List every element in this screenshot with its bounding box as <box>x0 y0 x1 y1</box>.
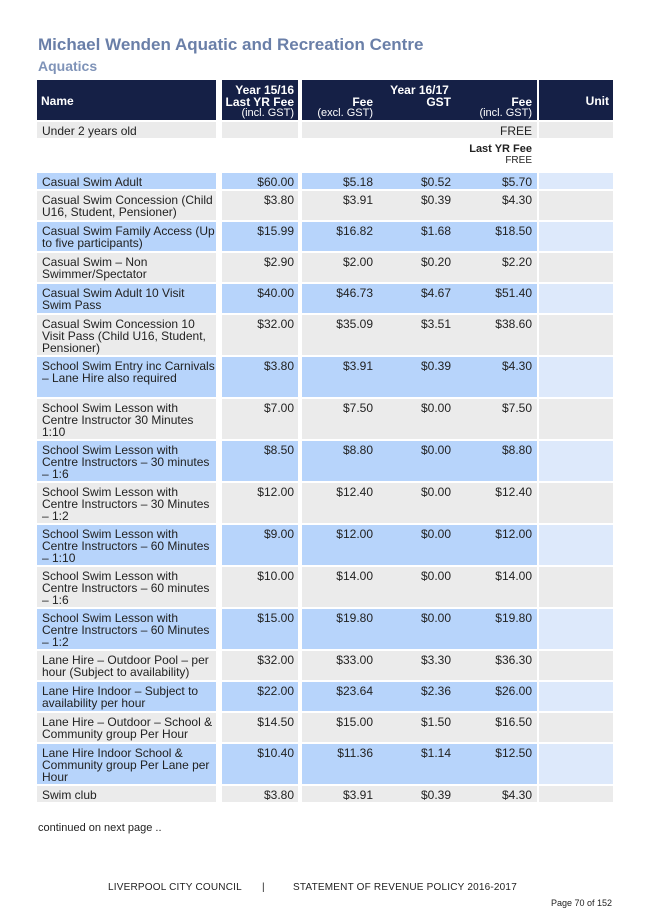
row-gst: $1.14 <box>420 746 451 760</box>
row-last-yr-fee: $8.50 <box>222 441 298 481</box>
row-year1617 <box>302 222 537 251</box>
row-unit <box>539 651 613 680</box>
row-gst: $3.30 <box>420 653 451 667</box>
table-row <box>37 253 613 282</box>
row-gst: $0.00 <box>420 611 451 625</box>
row-name: Lane Hire Indoor School & Community group Per Lane per Hour <box>37 744 216 784</box>
row-name: School Swim Lesson with Centre Instructors – 30 minutes – 1:6 <box>37 441 216 481</box>
row-year1617 <box>302 713 537 742</box>
row-last-yr-fee: $10.40 <box>222 744 298 784</box>
table-row <box>37 567 613 607</box>
row-fee-incl: $38.60 <box>495 317 532 331</box>
table-body <box>37 173 613 802</box>
row-gst: $1.68 <box>420 224 451 238</box>
row-name: Casual Swim – Non Swimmer/Spectator <box>37 253 216 282</box>
table-row <box>37 441 613 481</box>
row-year1617 <box>302 651 537 680</box>
row-fee-excl: $8.80 <box>342 443 373 457</box>
row-year1617 <box>302 357 537 397</box>
page-subtitle: Aquatics <box>38 58 98 74</box>
row-fee-incl: $5.70 <box>501 175 532 189</box>
row-last-yr-fee: $32.00 <box>222 315 298 355</box>
row-gst: $2.36 <box>420 684 451 698</box>
row-gst: $0.39 <box>420 193 451 207</box>
row-fee-excl: $33.00 <box>336 653 373 667</box>
row-fee-incl: $4.30 <box>501 359 532 373</box>
row-name: Casual Swim Concession 10 Visit Pass (Child U16, Student, Pensioner) <box>37 315 216 355</box>
row-free: FREE <box>499 124 532 138</box>
row-fee-excl: $3.91 <box>342 359 373 373</box>
row-unit <box>539 483 613 523</box>
row-gst: $0.00 <box>420 569 451 583</box>
row-last-yr-fee: $15.00 <box>222 609 298 649</box>
row-name: School Swim Lesson with Centre Instructors – 60 Minutes – 1:10 <box>37 525 216 565</box>
page-title: Michael Wenden Aquatic and Recreation Centre <box>38 35 424 54</box>
row-fee-excl: $3.91 <box>342 788 373 802</box>
row-fee-incl: $14.00 <box>495 569 532 583</box>
header-name-cell <box>37 80 216 120</box>
row-year1617 <box>302 682 537 711</box>
row-name: Lane Hire – Outdoor – School & Community group Per Hour <box>37 713 216 742</box>
table-row <box>37 525 613 565</box>
table-row <box>37 315 613 355</box>
row-year1617 <box>302 483 537 523</box>
header-year1516-cell <box>222 80 298 120</box>
row-last-yr-fee: $22.00 <box>222 682 298 711</box>
row-unit <box>539 399 613 439</box>
header-incl-gst: (incl. GST) <box>241 107 294 119</box>
row-last-yr-fee: $3.80 <box>222 786 298 802</box>
header-unit-cell <box>539 80 613 120</box>
table-row <box>37 682 613 711</box>
row-last-yr-fee: $40.00 <box>222 284 298 313</box>
row-unit <box>539 525 613 565</box>
row-unit <box>539 609 613 649</box>
row-last-yr-fee: $2.90 <box>222 253 298 282</box>
row-year1617 <box>302 315 537 355</box>
row-fee-incl: $7.50 <box>501 401 532 415</box>
row-fee-excl: $35.09 <box>336 317 373 331</box>
row-year1617 <box>302 786 537 802</box>
header-year1617-cell <box>302 80 537 120</box>
row-year1617 <box>302 399 537 439</box>
row-fee-incl: $19.80 <box>495 611 532 625</box>
header-year1516: Year 15/16 <box>235 83 294 97</box>
row-last-yr-fee: $60.00 <box>222 173 298 189</box>
row-last-yr-cell <box>302 139 537 171</box>
row-name: Swim club <box>37 786 216 802</box>
row-unit <box>539 357 613 397</box>
row-fee-excl: $11.36 <box>337 746 373 760</box>
row-year1617 <box>302 525 537 565</box>
row-name: Casual Swim Adult <box>37 173 216 189</box>
table-row <box>37 713 613 742</box>
row-fee-excl: $16.82 <box>336 224 373 238</box>
row-name: School Swim Lesson with Centre Instructors – 60 minutes – 1:6 <box>37 567 216 607</box>
row-unit <box>539 253 613 282</box>
row-name: School Swim Lesson with Centre Instructors – 30 Minutes – 1:2 <box>37 483 216 523</box>
header-fee-incl: Fee <box>511 95 532 109</box>
row-gst: $0.00 <box>420 485 451 499</box>
row-gst: $0.00 <box>420 443 451 457</box>
row-last-yr-fee: $14.50 <box>222 713 298 742</box>
footer-separator: | <box>262 882 265 893</box>
row-fee-incl: $12.00 <box>495 527 532 541</box>
row-fee-excl: $5.18 <box>342 175 373 189</box>
row-year1617 <box>302 609 537 649</box>
row-fee-incl: $12.50 <box>495 746 532 760</box>
row-fee-excl: $19.80 <box>336 611 373 625</box>
row-gst: $0.20 <box>420 255 451 269</box>
row-last-yr-fee: $3.80 <box>222 357 298 397</box>
last-yr-label: Last YR Fee <box>469 143 532 155</box>
last-yr-value: FREE <box>505 155 532 166</box>
row-year1617 <box>302 567 537 607</box>
row-name: Casual Swim Concession (Child U16, Student, Pensioner) <box>37 191 216 220</box>
header-incl-gst-2: (incl. GST) <box>479 107 532 119</box>
row-year1617 <box>302 253 537 282</box>
row-last-yr-fee: $12.00 <box>222 483 298 523</box>
row-unit <box>539 744 613 784</box>
row-fee-excl: $12.00 <box>336 527 373 541</box>
table-row <box>37 222 613 251</box>
row-fee-incl: $8.80 <box>501 443 532 457</box>
row-fee-excl: $14.00 <box>336 569 373 583</box>
row-last-yr-empty <box>222 122 298 138</box>
table-row <box>37 651 613 680</box>
header-year1617: Year 16/17 <box>390 83 449 97</box>
row-year1617 <box>302 744 537 784</box>
header-gst: GST <box>426 95 451 109</box>
row-fee-excl: $3.91 <box>342 193 373 207</box>
table-row <box>37 744 613 784</box>
row-name: Lane Hire – Outdoor Pool – per hour (Subject to availability) <box>37 651 216 680</box>
table-row <box>37 284 613 313</box>
row-fee-incl: $36.30 <box>495 653 532 667</box>
row-fee-incl: $26.00 <box>495 684 532 698</box>
row-fee-incl: $2.20 <box>501 255 532 269</box>
row-fee-incl: $12.40 <box>495 485 532 499</box>
row-name: Casual Swim Adult 10 Visit Swim Pass <box>37 284 216 313</box>
row-gst: $0.52 <box>420 175 451 189</box>
table-row <box>37 399 613 439</box>
row-fee-excl: $12.40 <box>336 485 373 499</box>
row-free-cell <box>302 122 537 138</box>
row-fee-incl: $18.50 <box>495 224 532 238</box>
table-row <box>37 357 613 397</box>
continued-note: continued on next page .. <box>38 822 162 834</box>
row-year1617 <box>302 441 537 481</box>
row-fee-incl: $4.30 <box>501 788 532 802</box>
row-name: School Swim Lesson with Centre Instructors – 60 Minutes – 1:2 <box>37 609 216 649</box>
row-unit <box>539 173 613 189</box>
row-unit <box>539 786 613 802</box>
header-excl-gst: (excl. GST) <box>317 107 373 119</box>
table-row <box>37 173 613 189</box>
row-unit <box>539 284 613 313</box>
row-gst: $4.67 <box>420 286 451 300</box>
row-last-yr-fee: $3.80 <box>222 191 298 220</box>
table-row <box>37 483 613 523</box>
table-row-under2-last-yr <box>37 139 613 171</box>
row-gst: $1.50 <box>420 715 451 729</box>
row-gst: $0.00 <box>420 527 451 541</box>
row-name: School Swim Lesson with Centre Instructor 30 Minutes 1:10 <box>37 399 216 439</box>
row-fee-excl: $15.00 <box>336 715 373 729</box>
header-name: Name <box>41 94 74 108</box>
row-fee-excl: $23.64 <box>336 684 373 698</box>
row-unit <box>539 222 613 251</box>
row-name: Lane Hire Indoor – Subject to availability per hour <box>37 682 216 711</box>
table-header <box>37 80 613 120</box>
row-fee-excl: $7.50 <box>342 401 373 415</box>
row-unit <box>539 441 613 481</box>
row-last-yr-fee: $32.00 <box>222 651 298 680</box>
row-year1617 <box>302 173 537 189</box>
row-year1617 <box>302 191 537 220</box>
header-fee: Fee <box>352 95 373 109</box>
table-row <box>37 609 613 649</box>
row-name: Casual Swim Family Access (Up to five participants) <box>37 222 216 251</box>
row-unit <box>539 682 613 711</box>
table-row-under2 <box>37 122 613 138</box>
row-unit-empty <box>539 122 613 138</box>
row-year1617 <box>302 284 537 313</box>
page-number: Page 70 of 152 <box>550 898 612 908</box>
row-fee-incl: $4.30 <box>501 193 532 207</box>
row-last-yr-fee: $7.00 <box>222 399 298 439</box>
footer-statement: STATEMENT OF REVENUE POLICY 2016-2017 <box>293 882 517 893</box>
row-unit <box>539 713 613 742</box>
row-last-yr-fee: $9.00 <box>222 525 298 565</box>
header-last-yr-fee: Last YR Fee <box>225 95 294 109</box>
row-name: Under 2 years old <box>37 122 216 138</box>
row-gst: $0.39 <box>420 788 451 802</box>
row-gst: $0.00 <box>420 401 451 415</box>
row-last-yr-fee: $10.00 <box>222 567 298 607</box>
header-unit: Unit <box>585 94 609 108</box>
row-name: School Swim Entry inc Carnivals – Lane Hire also required <box>37 357 216 397</box>
row-unit <box>539 315 613 355</box>
table-row <box>37 191 613 220</box>
row-unit <box>539 567 613 607</box>
row-fee-excl: $46.73 <box>336 286 373 300</box>
table-row <box>37 786 613 802</box>
footer-council: LIVERPOOL CITY COUNCIL <box>108 882 242 893</box>
row-last-yr-fee: $15.99 <box>222 222 298 251</box>
row-fee-incl: $51.40 <box>495 286 532 300</box>
row-gst: $3.51 <box>420 317 451 331</box>
row-fee-excl: $2.00 <box>342 255 373 269</box>
row-gst: $0.39 <box>420 359 451 373</box>
fee-table <box>37 80 613 802</box>
row-fee-incl: $16.50 <box>495 715 532 729</box>
row-unit <box>539 191 613 220</box>
